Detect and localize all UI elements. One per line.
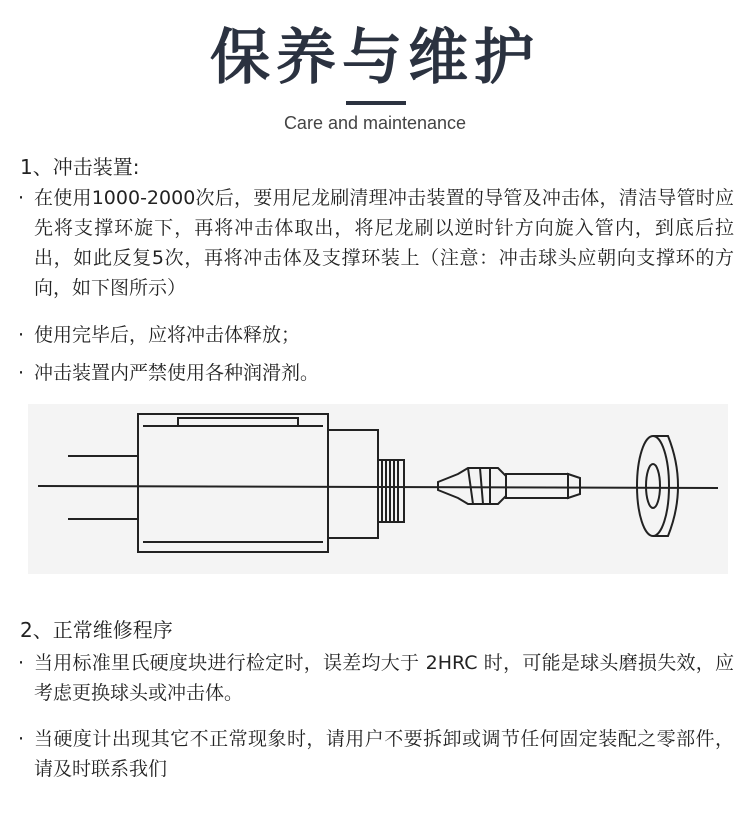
impact-device-figure xyxy=(28,404,728,574)
section1-bullet-3 xyxy=(18,358,734,388)
support-ring-hole xyxy=(646,464,660,508)
bullet-text: 在使用1000-2000次后，要用尼龙刷清理冲击装置的导管及冲击体，清洁导管时应先将支撑环旋下，再将冲击体取出，将尼龙刷以逆时针方向旋入管内，到底后拉出，如此反复5次，再将冲击体及支撑环装上（注意：冲击球头应朝向支撑环的方向，如下图所示） xyxy=(34,187,734,299)
page-subtitle: Care and maintenance xyxy=(283,113,467,133)
bullet-marker: · xyxy=(18,187,25,209)
bullet-marker: · xyxy=(18,652,25,674)
support-ring-front xyxy=(637,436,669,536)
bullet-marker: · xyxy=(18,362,25,384)
section2-heading: 2、正常维修程序 xyxy=(20,618,173,642)
bullet-text: 冲击装置内严禁使用各种润滑剂。 xyxy=(34,362,320,384)
bullet-marker: · xyxy=(18,324,25,346)
body-slot xyxy=(178,418,298,426)
support-ring-side xyxy=(653,436,678,536)
impact-body-shaft xyxy=(506,474,568,498)
device-collar xyxy=(328,430,378,538)
title-underline xyxy=(346,101,406,105)
section2-bullet-1 xyxy=(18,648,734,708)
section1-bullet-1 xyxy=(18,183,734,303)
section1-bullet-2 xyxy=(18,320,734,350)
section2-bullet-2 xyxy=(18,724,734,784)
bullet-text: 当硬度计出现其它不正常现象时，请用户不要拆卸或调节任何固定装配之零部件，请及时联系我们 xyxy=(34,728,734,780)
device-body xyxy=(138,414,328,552)
bullet-marker: · xyxy=(18,728,25,750)
section1-heading: 1、冲击装置: xyxy=(20,155,140,179)
bullet-text: 当用标准里氏硬度块进行检定时，误差均大于 2HRC 时，可能是球头磨损失效，应考虑更换球头或冲击体。 xyxy=(34,652,734,704)
bullet-text: 使用完毕后，应将冲击体释放； xyxy=(34,324,301,346)
page-title: 保养与维护 xyxy=(210,23,540,93)
impact-device-drawing xyxy=(28,404,728,574)
center-axis-line xyxy=(38,486,718,488)
